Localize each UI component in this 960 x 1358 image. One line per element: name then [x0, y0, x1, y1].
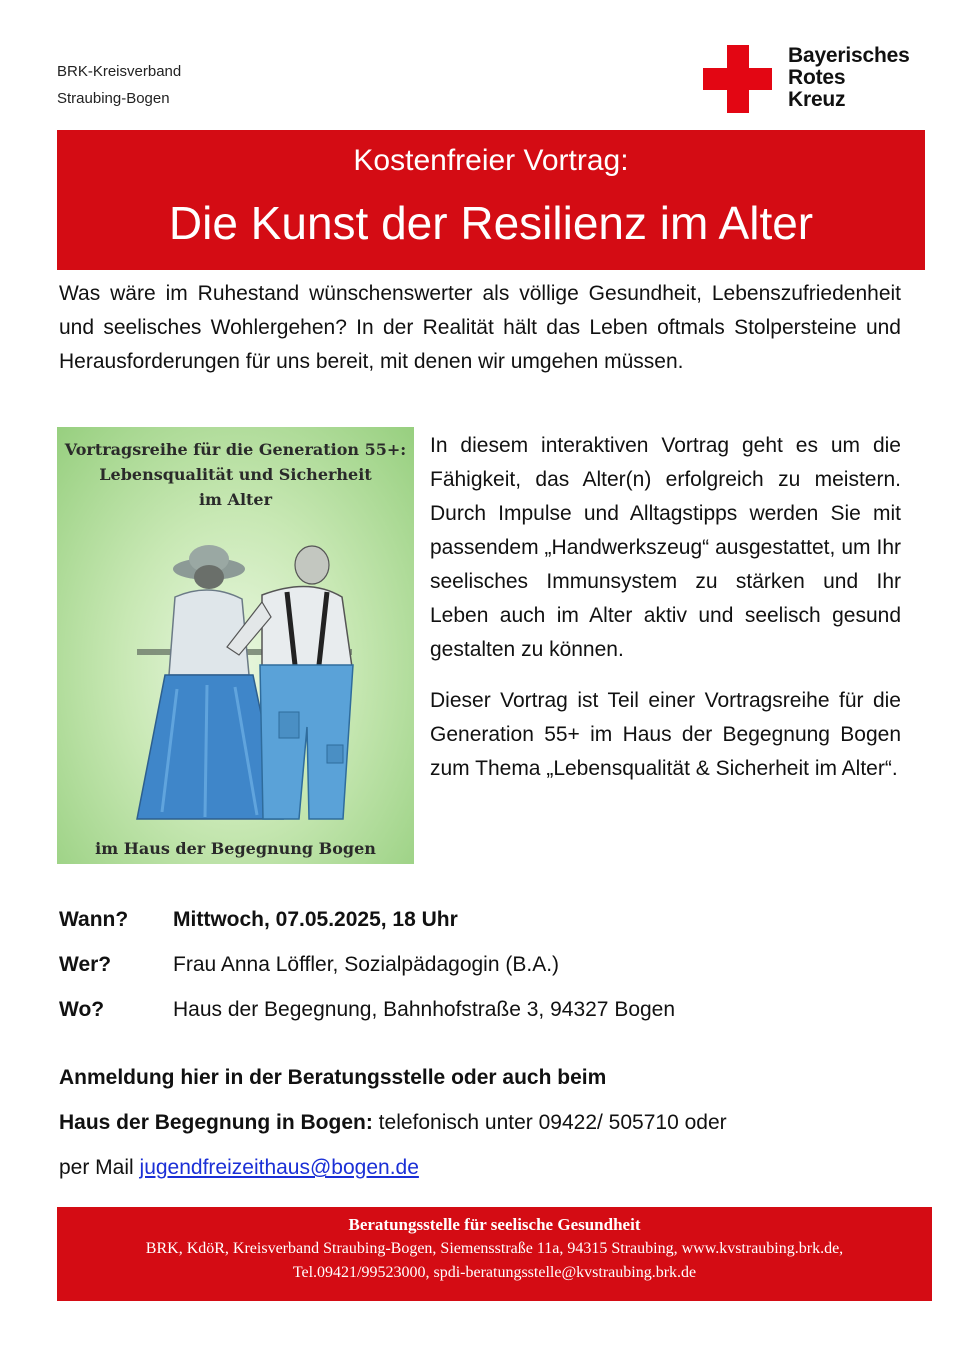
description: [430, 429, 901, 803]
who-label: Wer?: [59, 953, 112, 976]
poster-title: [57, 437, 414, 512]
where-label: Wo?: [59, 998, 105, 1021]
poster-footer: im Haus der Begegnung Bogen: [95, 839, 376, 858]
poster-title-line-3: im Alter: [198, 490, 273, 509]
footer-title: Beratungsstelle für seelische Gesundheit: [348, 1215, 641, 1234]
page-title: Die Kunst der Resilienz im Alter: [168, 197, 814, 249]
red-cross-logo: [703, 45, 943, 117]
description-paragraph-2: Dieser Vortrag ist Teil einer Vortragsreihe für die Generation 55+ im Haus der Begegnung Bogen zum Thema „Lebensqualität & Sicherheit im Alter“.: [430, 689, 901, 780]
org-line-1: BRK-Kreisverband: [57, 63, 182, 80]
registration-info: [59, 1055, 727, 1190]
title-banner: [57, 130, 925, 270]
logo-line-3: Kreuz: [788, 88, 846, 111]
footer-address: BRK, KdöR, Kreisverband Straubing-Bogen, Siemensstraße 11a, 94315 Straubing, www.kvstraubing.brk.de,: [145, 1240, 844, 1257]
registration-phone: telefonisch unter 09422/ 505710 oder: [372, 1111, 727, 1134]
description-paragraph-1: In diesem interaktiven Vortrag geht es um die Fähigkeit, das Alter(n) erfolgreich zu meistern. Durch Impulse und Alltagstipps werden Sie mit passendem „Handwerkszeug“ ausgestattet, um Ihr seelisches Immunsystem zu stärken und Ihr Leben auch im Alter aktiv und seelisch gesund gestalten zu können.: [430, 434, 901, 661]
registration-mail-prefix: per Mail: [59, 1156, 140, 1179]
banner-subtitle: Kostenfreier Vortrag:: [353, 144, 629, 177]
org-line-2: Straubing-Bogen: [57, 90, 170, 107]
red-cross-icon-bar: [703, 68, 772, 90]
when-value: Mittwoch, 07.05.2025, 18 Uhr: [173, 908, 458, 931]
email-link[interactable]: jugendfreizeithaus@bogen.de: [139, 1156, 419, 1179]
footer-banner: [57, 1207, 932, 1301]
logo-line-1: Bayerisches: [788, 44, 910, 67]
registration-line-2: [59, 1100, 727, 1145]
poster-title-line-1: Vortragsreihe für die Generation 55+:: [64, 440, 407, 459]
poster-title-line-2: Lebensqualität und Sicherheit: [99, 465, 372, 484]
when-label: Wann?: [59, 908, 129, 931]
logo-line-2: Rotes: [788, 66, 846, 89]
registration-line-1: Anmeldung hier in der Beratungsstelle oder auch beim: [59, 1066, 607, 1089]
intro-paragraph: Was wäre im Ruhestand wünschenswerter als völlige Gesundheit, Lebenszufriedenheit und seelisches Wohlergehen? In der Realität hält das Leben oftmals Stolpersteine und Herausforderungen für uns bereit, mit denen wir umgehen müssen.: [59, 282, 901, 373]
where-value: Haus der Begegnung, Bahnhofstraße 3, 94327 Bogen: [173, 998, 676, 1021]
logo-text: [788, 45, 910, 111]
who-value: Frau Anna Löffler, Sozialpädagogin (B.A.): [173, 953, 560, 976]
footer-contact: Tel.09421/99523000, spdi-beratungsstelle@kvstraubing.brk.de: [292, 1264, 697, 1281]
registration-line-3: [59, 1145, 727, 1190]
registration-venue: Haus der Begegnung in Bogen:: [59, 1111, 373, 1134]
series-poster-image: [57, 427, 414, 864]
organization-name: [57, 58, 181, 112]
